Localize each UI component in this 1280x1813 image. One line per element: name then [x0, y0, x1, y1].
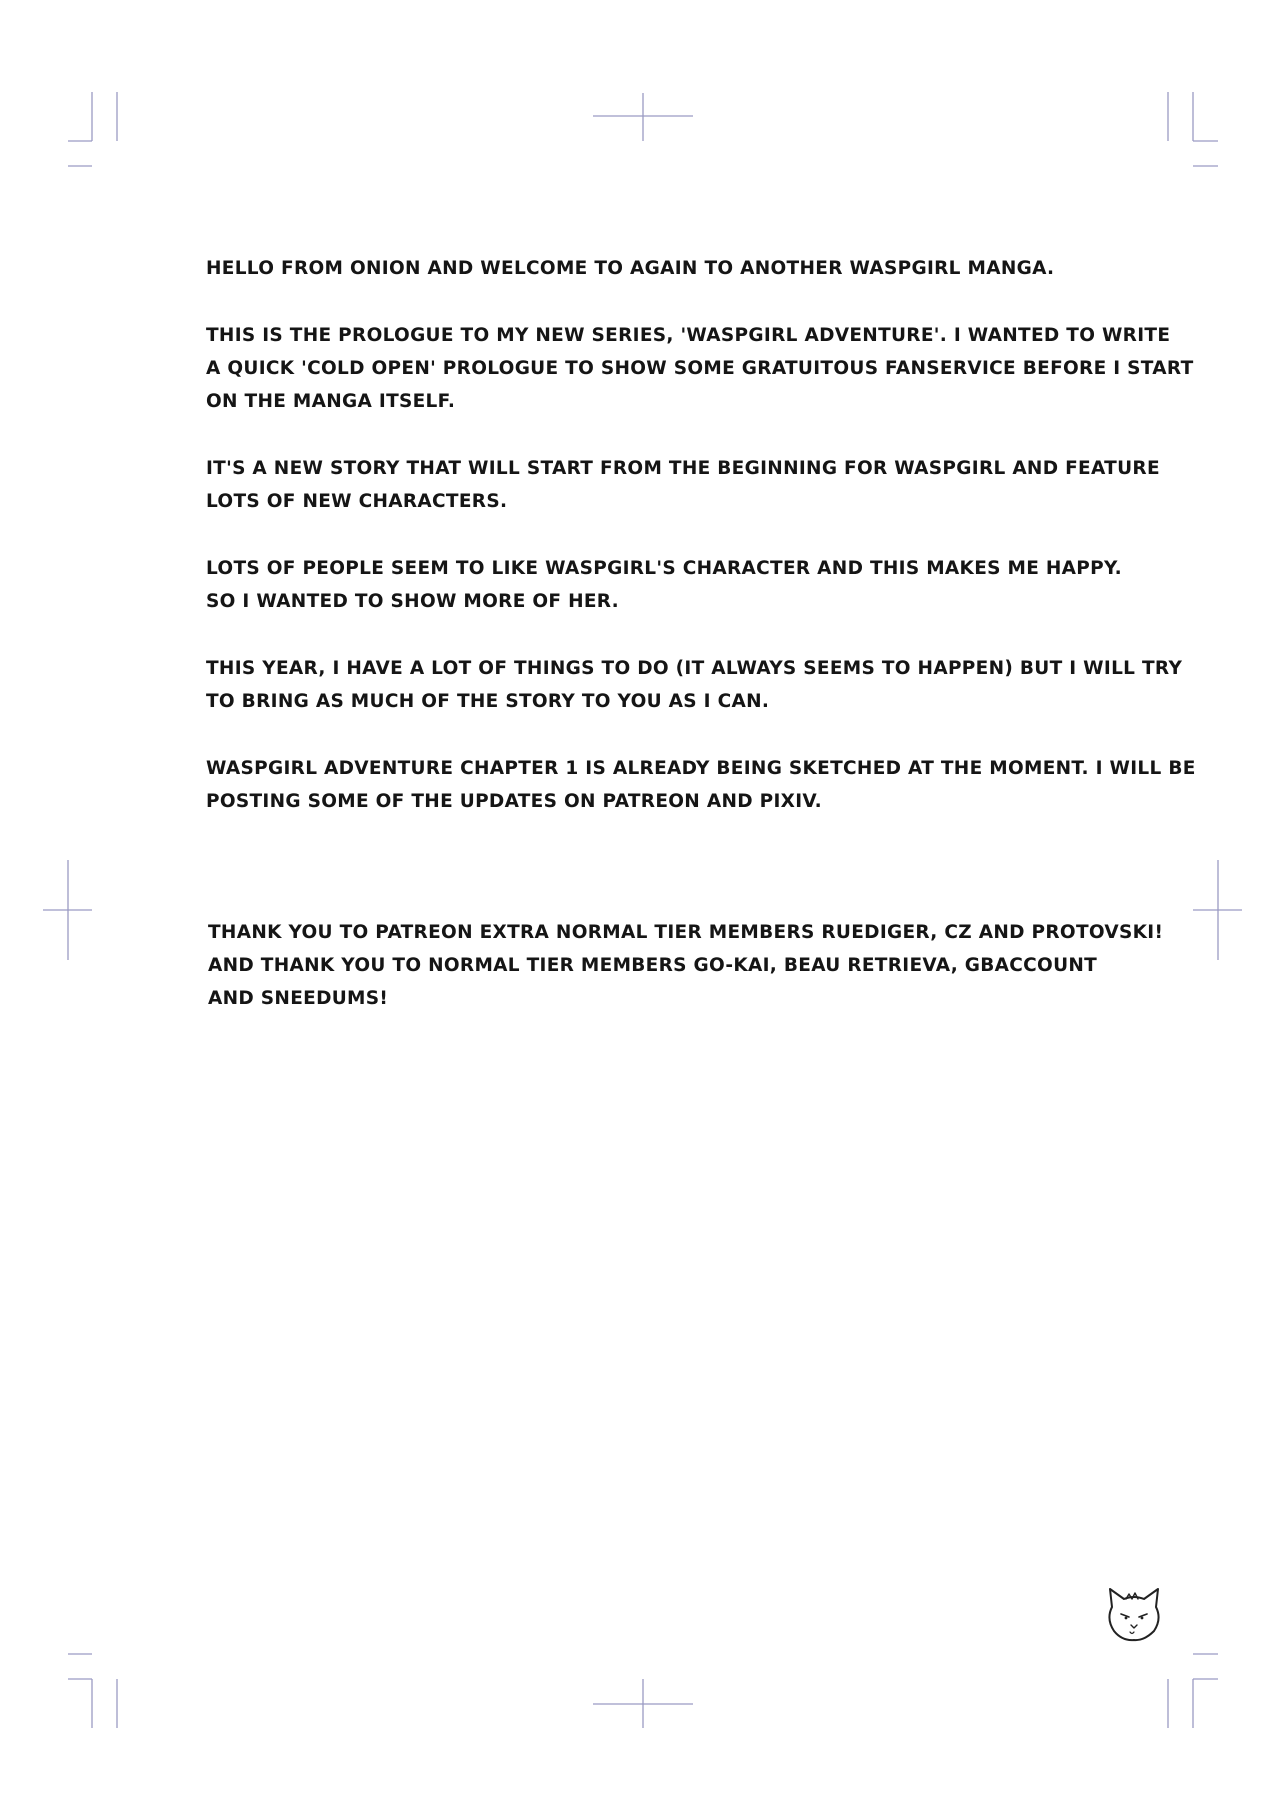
text-line: LOTS OF NEW CHARACTERS.	[206, 491, 508, 512]
text-line: POSTING SOME OF THE UPDATES ON PATREON AND PIXIV.	[206, 791, 822, 812]
text-line: A QUICK 'COLD OPEN' PROLOGUE TO SHOW SOME GRATUITOUS FANSERVICE BEFORE I START	[206, 358, 1194, 379]
text-line: LOTS OF PEOPLE SEEM TO LIKE WASPGIRL'S CHARACTER AND THIS MAKES ME HAPPY.	[206, 558, 1122, 579]
paragraph-new-story	[206, 452, 1160, 518]
text-line: THIS YEAR, I HAVE A LOT OF THINGS TO DO (IT ALWAYS SEEMS TO HAPPEN) BUT I WILL TRY	[206, 658, 1183, 679]
text-line: AND SNEEDUMS!	[208, 988, 389, 1009]
text-line: THIS IS THE PROLOGUE TO MY NEW SERIES, 'WASPGIRL ADVENTURE'. I WANTED TO WRITE	[206, 325, 1171, 346]
text-line: SO I WANTED TO SHOW MORE OF HER.	[206, 591, 620, 612]
paragraph-prologue	[206, 319, 1194, 418]
text-line: IT'S A NEW STORY THAT WILL START FROM THE BEGINNING FOR WASPGIRL AND FEATURE	[206, 458, 1160, 479]
text-line: AND THANK YOU TO NORMAL TIER MEMBERS GO-KAI, BEAU RETRIEVA, GBACCOUNT	[208, 955, 1098, 976]
text-line: TO BRING AS MUCH OF THE STORY TO YOU AS I CAN.	[206, 691, 770, 712]
letter-body	[206, 252, 1196, 852]
text-line: WASPGIRL ADVENTURE CHAPTER 1 IS ALREADY BEING SKETCHED AT THE MOMENT. I WILL BE	[206, 758, 1196, 779]
paragraph-greeting	[206, 252, 1106, 285]
paragraph-chapter-1	[206, 752, 1196, 818]
text-line: ON THE MANGA ITSELF.	[206, 391, 456, 412]
paragraph-this-year	[206, 652, 1183, 718]
thanks-section	[208, 916, 1164, 1015]
text-line: HELLO FROM ONION AND WELCOME TO AGAIN TO ANOTHER WASPGIRL MANGA.	[206, 258, 1055, 279]
cat-face-icon	[1102, 1585, 1166, 1643]
text-line: THANK YOU TO PATREON EXTRA NORMAL TIER MEMBERS RUEDIGER, CZ AND PROTOVSKI!	[208, 922, 1164, 943]
paragraph-character	[206, 552, 1122, 618]
